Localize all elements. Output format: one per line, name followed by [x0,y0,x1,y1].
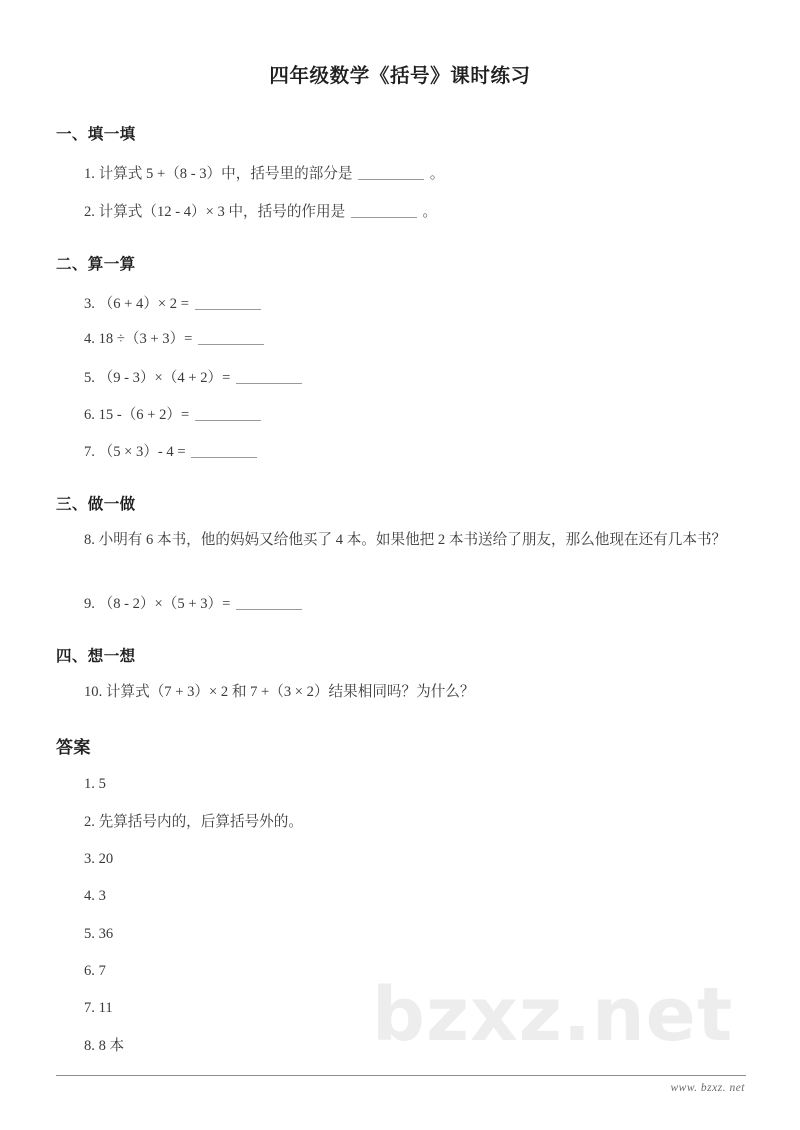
question-text: 小明有 6 本书，他的妈妈又给他买了 4 本。如果他把 2 本书送给了朋友，那么他现在还有几本书？ [98,532,727,548]
answer-text: 36 [98,926,114,942]
question-item-9 [56,592,748,617]
question-item-7 [56,440,748,465]
answer-blank[interactable] [358,179,424,180]
question-suffix: 。 [429,166,445,182]
answer-text: 先算括号内的，后算括号外的。 [98,814,303,830]
question-number: 2. [84,204,95,220]
watermark: bzxz.net [372,972,734,1058]
answer-text: 7 [98,963,106,979]
question-text: （9 - 3）×（4 + 2）= [98,370,231,386]
answer-number: 1. [84,776,95,792]
answer-item-4 [56,884,748,909]
page-title: 四年级数学《括号》课时练习 [269,64,531,87]
answer-number: 4. [84,888,95,904]
answer-item-6 [56,959,748,984]
answer-item-7 [56,996,748,1021]
question-item-10 [56,680,748,705]
question-number: 4. [84,331,95,347]
answer-number: 5. [84,926,95,942]
answer-number: 8. [84,1038,95,1054]
answer-blank[interactable] [236,383,302,384]
answer-number: 6. [84,963,95,979]
question-item-2 [56,200,748,225]
section-heading-1: 一、填一填 [56,125,136,143]
answer-blank[interactable] [351,217,417,218]
section-heading-4: 四、想一想 [56,647,136,665]
answer-item-2 [56,810,748,835]
question-text: 18 ÷（3 + 3）= [98,331,193,347]
answers-heading: 答案 [56,738,91,758]
footer-divider [56,1075,746,1076]
question-text: （6 + 4）× 2 = [98,296,189,312]
section-heading-2: 二、算一算 [56,255,136,273]
answer-blank[interactable] [236,609,302,610]
question-number: 7. [84,444,95,460]
section-heading-3: 三、做一做 [56,495,136,513]
question-number: 10. [84,684,103,700]
footer-site-url: www. bzxz. net [670,1082,745,1094]
question-item-5 [56,366,748,391]
question-text: （8 - 2）×（5 + 3）= [98,596,231,612]
answer-item-1 [56,772,748,797]
question-item-8 [56,528,748,553]
question-number: 8. [84,532,95,548]
answer-item-8 [56,1034,748,1059]
question-item-3 [56,292,748,317]
question-suffix: 。 [422,204,438,220]
question-text: 计算式（12 - 4）× 3 中，括号的作用是 [98,204,346,220]
question-text: 15 -（6 + 2）= [98,407,190,423]
question-text: （5 × 3）- 4 = [98,444,186,460]
answer-text: 3 [98,888,106,904]
question-text: 计算式（7 + 3）× 2 和 7 +（3 × 2）结果相同吗？为什么？ [105,684,475,700]
question-item-4 [56,327,748,352]
answer-number: 2. [84,814,95,830]
answer-blank[interactable] [191,457,257,458]
answer-number: 3. [84,851,95,867]
answer-item-5 [56,922,748,947]
question-item-1 [56,162,748,187]
answer-blank[interactable] [195,420,261,421]
answer-text: 20 [98,851,114,867]
answer-blank[interactable] [198,344,264,345]
answer-text: 8 本 [98,1038,125,1054]
question-number: 5. [84,370,95,386]
answer-text: 11 [98,1000,113,1016]
question-number: 3. [84,296,95,312]
answer-text: 5 [98,776,106,792]
answer-item-3 [56,847,748,872]
question-number: 6. [84,407,95,423]
question-number: 9. [84,596,95,612]
question-number: 1. [84,166,95,182]
answer-number: 7. [84,1000,95,1016]
question-item-6 [56,403,748,428]
question-text: 计算式 5 +（8 - 3）中，括号里的部分是 [98,166,353,182]
answer-blank[interactable] [195,309,261,310]
